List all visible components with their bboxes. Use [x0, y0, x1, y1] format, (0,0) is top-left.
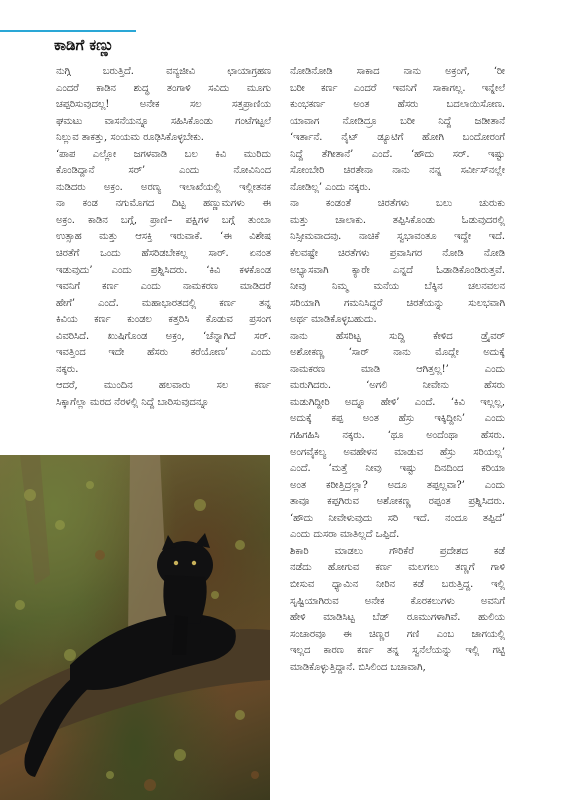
- text-line: ನುಗ್ಗಿ ಬರುತ್ತಿದೆ. ವನ್ಯಜೀವಿ ಛಾಯಾಗ್ರಹಣ: [56, 66, 271, 77]
- text-line: ಇಡುವುದು’ ಎಂದು ಪ್ರಶ್ನಿಸಿದರು. ‘ಕಿವಿ ಕಳಕೊಂಡ: [56, 264, 271, 276]
- text-line: ಎಂದು ದುಸರಾ ಮಾತಿಲ್ಲದೆ ಒಪ್ಪಿದೆ.: [290, 529, 400, 541]
- text-line: ಅಕ್ರಂ. ಕಾಡಿನ ಬಗ್ಗೆ, ಪ್ರಾಣಿ– ಪಕ್ಷಿಗಳ ಬಗ್ಗೆ ತುಂಬಾ: [56, 214, 271, 226]
- text-line: ನಾ ಕಂಡಂತೆ ಚಿರತೆಗಳು ಬಲು ಚುರುಕು: [290, 198, 505, 210]
- text-line: ಹೇಗೆ’ ಎಂದೆ. ಮಹಾಭಾರತದಲ್ಲಿ ಕರ್ಣ ತನ್ನ: [56, 297, 271, 309]
- panther-illustration: [0, 455, 270, 800]
- text-line: ಬರೀ ಕರ್ಣ ಎಂದರೆ ಇವನಿಗೆ ಸಾಕಾಗಲ್ಲ. ಇನ್ನೇಲೆ: [290, 82, 505, 94]
- text-line: ಸೋಂಬೇರಿ ಚಿರತೇನಾ ನಾನು ನನ್ನ ಸರ್ವೀಸ್‌ನಲ್ಲೇ: [290, 165, 505, 177]
- text-line: ನೋಡಿನೋಡಿ ಸಾಕಾದ ನಾನು ಅಕ್ರಂಗೆ, ‘ರೀ: [290, 66, 505, 77]
- text-line: ಎಂದರೆ ಕಾಡಿನ ಶುದ್ಧ ತಂಗಾಳಿ ಸವಿದು ಮೂಗು: [56, 82, 271, 94]
- text-line: ಸರಿಯಾಗಿ ಗಮನಿಸಿದ್ದರೆ ಚಿರತೆಯನ್ನು ಸುಲಭವಾಗಿ: [290, 297, 505, 309]
- text-line: ಸೃಷ್ಟಿಯಾಗಿರುವ ಅನೇಕ ಕೊರಕಲುಗಳು ಅವನಿಗೆ: [290, 595, 505, 607]
- text-line: ಮಾಡಿಕೊಳ್ಳುತ್ತಿದ್ದಾನೆ. ಬಿಸಿಲಿಂದ ಬಚಾವಾಗಿ,: [290, 661, 426, 673]
- text-line: ಚಪ್ಪರಿಸುವುದಲ್ಲ! ಅನೇಕ ಸಲ ಸತ್ತಪ್ರಾಣಿಯ: [56, 99, 271, 111]
- text-line: ಕುಂಭಕರ್ಣ ಅಂತ ಹೆಸರು ಬದಲಾಯಿಸೋಣ.: [290, 99, 505, 111]
- text-line: ಅದುಕ್ಕೆ ಕಪ್ಪ ಅಂತ ಹೆಸ್ರು ಇಕ್ಕಿದ್ದೀನಿ’ ಎಂದು: [290, 413, 505, 425]
- text-line: ‘ಇರ್ತಾನೆ. ನೈಟ್ ಡ್ಯೂಟಿಗೆ ಹೋಗಿ ಬಂದೋರಂಗೆ: [290, 132, 505, 144]
- text-line: ನೀವು ನಿಮ್ಮ ಮನೆಯ ಬೆಕ್ಕಿನ ಚಲನವಲನ: [290, 281, 505, 293]
- text-line: ಕೆಲವಷ್ಟೇ ಚಿರತೆಗಳು ಪ್ರವಾಸಿಗರ ನೋಡಿ ನೋಡಿ: [290, 248, 505, 260]
- text-line: ಅರ್ಥ ಮಾಡಿಕೊಳ್ಳಬಹುದು.: [290, 314, 377, 326]
- text-line: ಯಾವಾಗ ನೋಡಿದ್ರೂ ಬರೀ ನಿದ್ದೆ ಜಡೀತಾನೆ: [290, 115, 505, 127]
- text-line: ನಾಮಕರಣ ಮಾಡಿ ಆಗಿತ್ತಲ್ಲ!’ ಎಂದು: [290, 363, 505, 375]
- text-line: ಸಂಚಾರವೂ ಈ ಚಿಣ್ಣರ ಗಣಿ ಎಂಬ ಜಾಗಯಲ್ಲಿ: [290, 628, 505, 640]
- text-line: ಎಂದೆ. ‘ಮತ್ತೆ ನೀವು ಇಷ್ಟು ದಿನದಿಂದ ಕರಿಯಾ: [290, 463, 505, 475]
- text-line: ಮತ್ತು ಚಾಲಾಕು. ತಪ್ಪಿಸಿಕೊಂಡು ಓಡುವುದರಲ್ಲಿ: [290, 214, 505, 226]
- text-line: ನುಡಿದರು ಅಕ್ರಂ. ಅರಣ್ಯ ಇಲಾಖೆಯಲ್ಲಿ ಇಲ್ಲೀತನಕ: [56, 181, 271, 193]
- text-line: ಆದರೆ, ಮುಂದಿನ ಹಲವಾರು ಸಲ ಕರ್ಣ: [56, 380, 271, 392]
- text-line: ಇಲ್ಲದ ಕಾರಣ ಕರ್ಣ ತನ್ನ ಸ್ವನೆಲೆಯನ್ನು ಇಲ್ಲಿ ಗಟ್ಟಿ: [290, 645, 505, 657]
- left-column: [56, 64, 271, 411]
- text-line: ಅಂಗವೈಕಲ್ಯ ಅವಹೇಳನ ಮಾಡುವ ಹೆಸ್ರು ಸರಿಯಲ್ಲ’: [290, 446, 505, 458]
- text-line: ಹೇಳಿ ಮಾಡಿಸಿಟ್ಟ ಬೆಡ್ ರೂಮುಗಳಾಗಿವೆ. ಹುಲಿಯ: [290, 612, 505, 624]
- right-column: [290, 64, 505, 676]
- text-line: ಇವತ್ತಿಂದ ಇದೇ ಹೆಸರು ಕರೆಯೋಣ’ ಎಂದು: [56, 347, 271, 359]
- text-line: ನಿಸ್ಸೀಮವಾದವು. ನಾಚಿಕೆ ಸ್ವಭಾವಂತೂ ಇದ್ದೇ ಇದೆ.: [290, 231, 505, 243]
- text-line: ಬೀಸುವ ಧ್ಯಾಮಿನ ನೀರಿನ ಕಡೆ ಬರುತ್ತಿದ್ದ. ಇಲ್ಲಿ: [290, 578, 505, 590]
- black-panther-photo: [0, 455, 270, 800]
- text-line: ಇವನಿಗೆ ಕರ್ಣ ಎಂದು ನಾಮಕರಣ ಮಾಡಿದರೆ: [56, 281, 271, 293]
- text-line: ಕೊಂಡಿದ್ದಾನೆ ಸರ್’ ಎಂದು ನೋವಿನಿಂದ: [56, 165, 271, 177]
- text-line: ಶಿಕಾರಿ ಮಾಡಲು ಗೌರಿಕೆರೆ ಪ್ರದೇಶದ ಕಡೆ: [290, 545, 505, 557]
- text-line: ಮರುಗಿದರು. ‘ಅಗಲಿ ನೀವೇನು ಹೆಸರು: [290, 380, 505, 392]
- text-line: ಅಶೋಕಣ್ಣ ‘ಸಾರ್ ನಾನು ಮೊದ್ಲೇ ಅದುಕ್ಕೆ: [290, 347, 505, 359]
- text-line: ಉತ್ಸಾಹ ಮತ್ತು ಆಸಕ್ತಿ ಇರುವಾಕೆ. ‘ಈ ವಿಶೇಷ: [56, 231, 271, 243]
- text-line: ಘಮಟು ವಾಸನೆಯನ್ನೂ ಸಹಿಸಿಕೊಂಡು ಗಂಟೆಗಟ್ಟಲೆ: [56, 115, 271, 127]
- text-line: ಸಿಕ್ಕಾಗೆಲ್ಲಾ ಮರದ ನೆರಳಲ್ಲಿ ನಿದ್ದೆ ಬಾರಿಸುವುದನ್ನೂ: [56, 396, 209, 408]
- text-line: ಅಭ್ಯಾಸವಾಗಿ ಕ್ಯಾರೇ ಎನ್ನದೆ ಓಡಾಡಿಕೊಂಡಿರುತ್ತವೆ.: [290, 264, 505, 276]
- text-line: ಕಿವಿಯ ಕರ್ಣ ಕುಂಡಲ ಕತ್ತರಿಸಿ ಕೊಡುವ ಪ್ರಸಂಗ: [56, 314, 271, 326]
- text-line: ನೋಡಿಲ್ಲ’ ಎಂದು ನಕ್ಕರು.: [290, 181, 371, 193]
- text-line: ಗಹಿಗಹಿಸಿ ನಕ್ಕರು. ‘ಥೂ ಅಂದೆಂಥಾ ಹೆಸರು.: [290, 430, 505, 442]
- text-line: ನಾ ಕಂಡ ನಗುಮೊಗದ ದಿಟ್ಟ ಹಣ್ಣುಮಗಳು ಈ: [56, 198, 271, 210]
- text-line: ‘ಹೌದು ನೀವೇಳುವುದು ಸರಿ ಇದೆ. ನಂದೂ ತಪ್ಪಿದೆ’: [290, 512, 505, 524]
- text-line: ನಿಲ್ಲುವ ತಾಕತ್ತು, ಸಂಯಮ ರೂಢಿಸಿಕೊಳ್ಳಬೇಕು.: [56, 132, 204, 144]
- text-line: ಮಡುಗಿದ್ದೀರಿ ಅದ್ನೂ ಹೇಳಿ’ ಎಂದೆ. ‘ಕಿವಿ ಇಲ್ಲಲ್ಲ,: [290, 396, 505, 408]
- text-line: ‘ಪಾಪ ಎಲ್ಲೋ ಜಗಳವಾಡಿ ಬಲ ಕಿವಿ ಮುರಿದು: [56, 148, 271, 160]
- text-line: ವಿವರಿಸಿದೆ. ಖುಷಿಗೊಂಡ ಅಕ್ರಂ, ‘ಚೆನ್ನಾಗಿದೆ ಸರ್.: [56, 330, 271, 342]
- text-line: ನಿದ್ದೆ ತೆಗೀತಾನೆ’ ಎಂದೆ. ‘ಹೌದು ಸರ್. ಇಷ್ಟು: [290, 148, 505, 160]
- section-header: [0, 30, 136, 58]
- text-line: ತಾವೂ ಕಪ್ಪಗಿರುವ ಅಶೋಕಣ್ಣ ರಪ್ಪಂತ ಪ್ರಶ್ನಿಸಿದರು.: [290, 496, 505, 508]
- text-line: ಅಂತ ಕರೀತ್ತಿದ್ರಲ್ಲಾ? ಅದೂ ತಪ್ಪಲ್ಲವಾ?’ ಎಂದು: [290, 479, 505, 491]
- text-line: ನಾನು ಹೆಸರಿಟ್ಟ ಸುದ್ದಿ ಕೇಳಿದ ಡ್ರೈವರ್: [290, 330, 505, 342]
- text-line: ನಕ್ಕರು.: [56, 363, 79, 375]
- text-line: ಚಿರತೆಗೆ ಒಂದು ಹೆಸರಿಡಬೇಕಲ್ಲ ಸಾರ್. ಏನಂತ: [56, 248, 271, 260]
- text-line: ನಡೆದು ಹೋಗುವ ಕರ್ಣ ಮಲಗಲು ತಣ್ಣಗೆ ಗಾಳಿ: [290, 562, 505, 574]
- section-title: ಕಾಡಿಗೆ ಕಣ್ಣು: [54, 36, 114, 54]
